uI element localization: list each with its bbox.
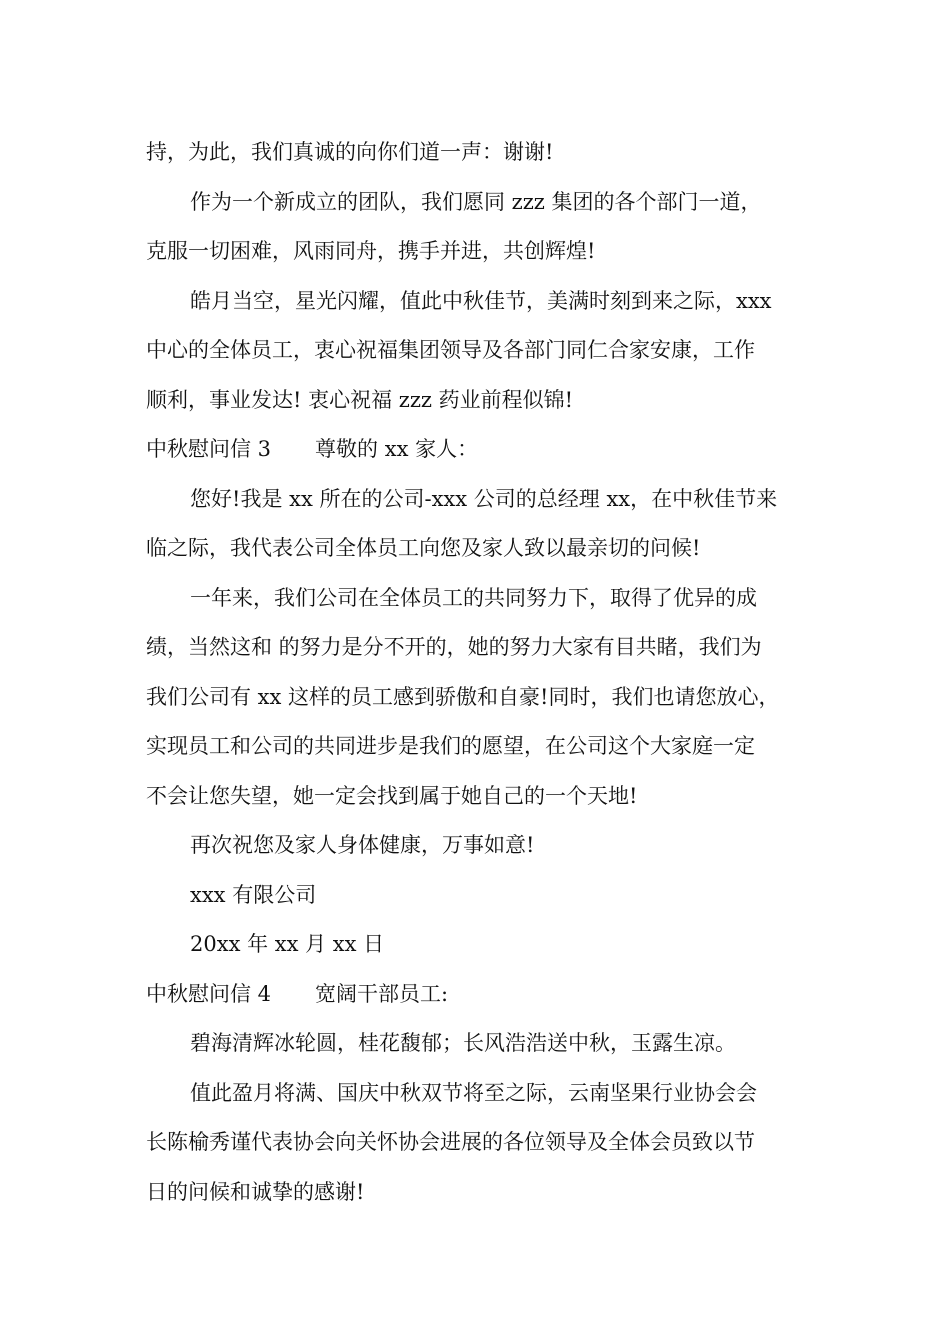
signature-company: xxx 有限公司 (190, 882, 317, 907)
text-line: 不会让您失望，她一定会找到属于她自己的一个天地! (146, 783, 638, 808)
text-line: 皓月当空，星光闪耀，值此中秋佳节，美满时刻到来之际，xxx (190, 288, 772, 313)
text-line: 碧海清辉冰轮圆，桂花馥郁；长风浩浩送中秋，玉露生凉。 (190, 1031, 736, 1055)
text-line: 克服一切困难，风雨同舟，携手并进，共创辉煌! (146, 239, 596, 263)
text-line: 我们公司有 xx 这样的员工感到骄傲和自豪!同时，我们也请您放心， (146, 684, 780, 709)
text-line: 顺利，事业发达! 衷心祝福 zzz 药业前程似锦! (146, 387, 574, 412)
text-line: 实现员工和公司的共同进步是我们的愿望，在公司这个大家庭一定 (146, 734, 755, 758)
text-line: 作为一个新成立的团队，我们愿同 zzz 集团的各个部门一道， (190, 189, 762, 214)
text-line: 日的问候和诚挚的感谢! (146, 1179, 365, 1204)
letter-heading-3 (146, 425, 836, 475)
text-line: 临之际，我代表公司全体员工向您及家人致以最亲切的问候! (146, 536, 701, 560)
letter-salutation: 宽阔干部员工: (315, 981, 449, 1006)
text-line: 再次祝您及家人身体健康，万事如意! (190, 833, 535, 857)
text-line: 长陈榆秀谨代表协会向关怀协会进展的各位领导及全体会员致以节 (146, 1130, 755, 1154)
text-line: 值此盈月将满、国庆中秋双节将至之际，云南坚果行业协会会 (190, 1080, 757, 1105)
signature-date: 20xx 年 xx 月 xx 日 (190, 932, 385, 956)
letter-heading-4 (146, 970, 836, 1020)
letter-title: 中秋慰问信 4 (146, 981, 272, 1006)
document-body (146, 128, 836, 1217)
letter-salutation: 尊敬的 xx 家人： (315, 437, 479, 461)
text-line: 持，为此，我们真诚的向你们道一声：谢谢! (146, 140, 554, 164)
text-line: 一年来，我们公司在全体员工的共同努力下，取得了优异的成 (190, 585, 757, 610)
text-line: 绩，当然这和 的努力是分不开的，她的努力大家有目共睹，我们为 (146, 635, 762, 659)
text-line: 中心的全体员工，衷心祝福集团领导及各部门同仁合家安康，工作 (146, 338, 755, 362)
letter-title: 中秋慰问信 3 (146, 437, 272, 461)
text-line: 您好!我是 xx 所在的公司-xxx 公司的总经理 xx，在中秋佳节来 (190, 486, 778, 511)
